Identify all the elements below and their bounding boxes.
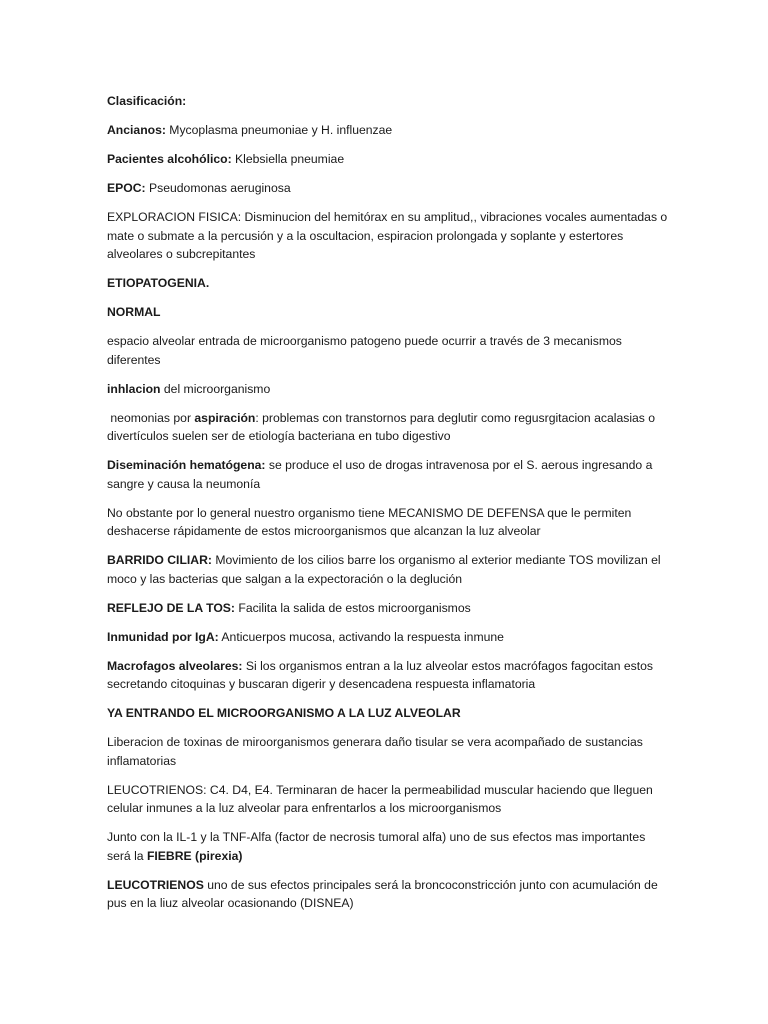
- paragraph-exploracion-fisica: EXPLORACION FISICA: Disminucion del hemitórax en su amplitud,, vibraciones vocales aumentadas o mate o submate a la percusión y a la oscultacion, espiracion prolongada y soplante y estertores alveolares o subcrepitantes: [107, 210, 668, 261]
- heading-luz-alveolar: YA ENTRANDO EL MICROORGANISMO A LA LUZ ALVEOLAR: [107, 706, 461, 720]
- heading-etiopatogenia: ETIOPATOGENIA.: [107, 276, 210, 290]
- paragraph-macrofagos-alveolares: Macrofagos alveolares: Si los organismos entran a la luz alveolar estos macrófagos fagocitan estos secretando citoquinas y buscaran digerir y desencadena respuesta inflamatoria: [107, 658, 654, 691]
- paragraph-inmunidad-iga: Inmunidad por IgA: Anticuerpos mucosa, activando la respuesta inmune: [107, 629, 504, 644]
- paragraph-leucotrienos-c4: LEUCOTRIENOS: C4. D4, E4. Terminaran de hacer la permeabilidad muscular haciendo que lleguen celular inmunes a la luz alveolar para enfrentarlos a los microorganismos: [107, 782, 653, 815]
- paragraph-espacio-alveolar: espacio alveolar entrada de microorganismo patogeno puede ocurrir a través de 3 mecanismos diferentes: [107, 334, 622, 367]
- paragraph-ancianos: Ancianos: Mycoplasma pneumoniae y H. influenzae: [107, 123, 393, 137]
- paragraph-leucotrienos-efectos: LEUCOTRIENOS uno de sus efectos principales será la broncoconstricción junto con acumulación de pus en la liuz alveolar ocasionando (DISNEA): [107, 877, 658, 910]
- heading-clasificacion: Clasificación:: [107, 94, 187, 108]
- paragraph-reflejo-tos: REFLEJO DE LA TOS: Facilita la salida de estos microorganismos: [107, 600, 471, 615]
- paragraph-barrido-ciliar: BARRIDO CILIAR: Movimiento de los cilios barre los organismo al exterior mediante TOS movilizan el moco y las bacterias que salgan a la expectoración o la deglución: [107, 553, 661, 586]
- heading-normal: NORMAL: [107, 305, 161, 319]
- paragraph-epoc: EPOC: Pseudomonas aeruginosa: [107, 181, 291, 195]
- paragraph-pacientes-alcoholico: Pacientes alcohólico: Klebsiella pneumiae: [107, 152, 345, 166]
- paragraph-aspiracion: neomonias por aspiración: problemas con transtornos para deglutir como regusrgitacion acalasias o divertículos suelen ser de etiología bacteriana en tubo digestivo: [107, 410, 656, 443]
- paragraph-mecanismo-defensa: No obstante por lo general nuestro organismo tiene MECANISMO DE DEFENSA que le permiten deshacerse rápidamente de estos microorganismos que alcanzan la luz alveolar: [107, 505, 632, 538]
- paragraph-inhlacion: inhlacion del microorganismo: [107, 381, 271, 396]
- paragraph-il1-tnf: Junto con la IL-1 y la TNF-Alfa (factor de necrosis tumoral alfa) uno de sus efectos mas importantes será la FIEBRE (pirexia): [107, 830, 646, 863]
- paragraph-diseminacion-hematogena: Diseminación hematógena: se produce el uso de drogas intravenosa por el S. aerous ingresando a sangre y causa la neumonía: [107, 458, 653, 491]
- paragraph-liberacion-toxinas: Liberacion de toxinas de miroorganismos generara daño tisular se vera acompañado de sustancias inflamatorias: [107, 735, 643, 768]
